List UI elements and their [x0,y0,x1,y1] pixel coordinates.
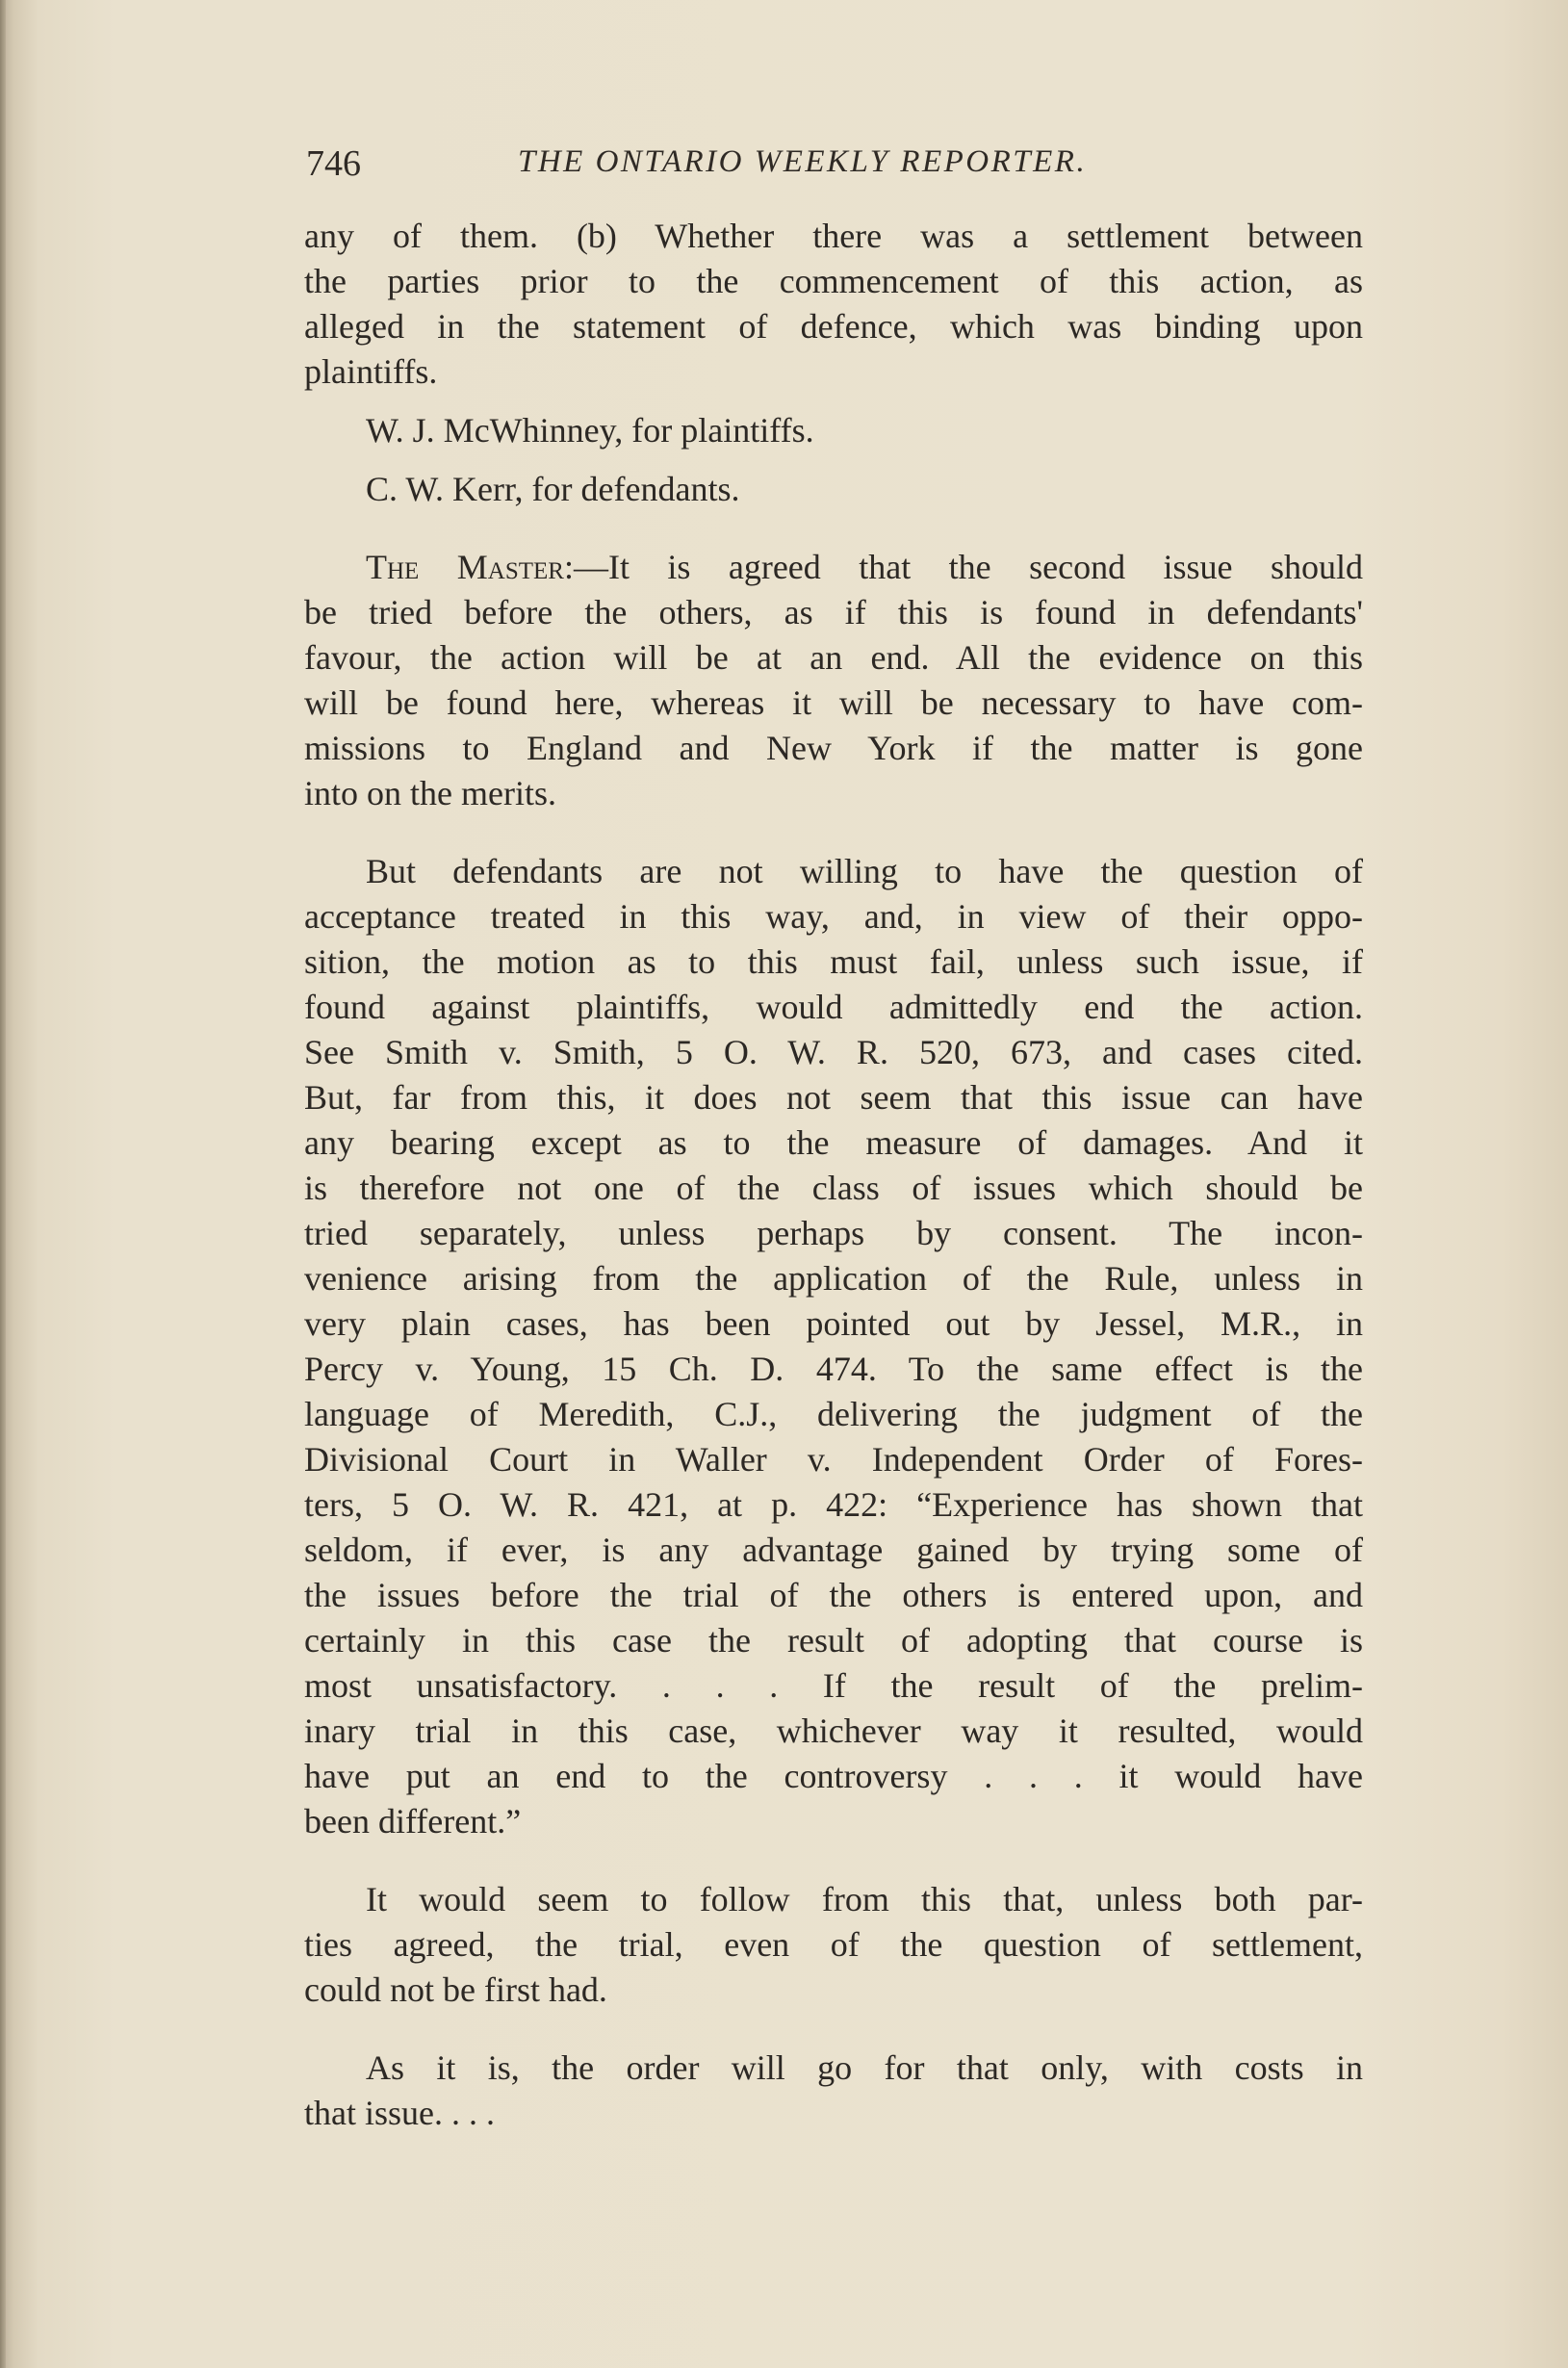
text-line: alleged in the statement of defence, which was binding upon [304,307,1363,346]
text-line: plaintiffs. [304,352,438,391]
counsel-plaintiffs: W. J. McWhinney, for plaintiffs. [366,411,814,450]
text-line: most unsatisfactory. . . . If the result of the prelim- [304,1666,1363,1705]
text-line: could not be first had. [304,1970,607,2009]
text-line: But defendants are not willing to have the question of [366,852,1363,890]
text-line: missions to England and New York if the matter is gone [304,729,1363,767]
text-line: that issue. . . . [304,2094,495,2132]
body-text [304,214,1363,2136]
text-line: very plain cases, has been pointed out by Jessel, M.R., in [304,1304,1363,1343]
text-line: into on the merits. [304,774,556,812]
text-line: be tried before the others, as if this is found in defendants' [304,593,1363,631]
text-line: found against plaintiffs, would admittedly end the action. [304,988,1363,1026]
text-line: have put an end to the controversy . . . it would have [304,1757,1363,1795]
text-line: any bearing except as to the measure of damages. And it [304,1123,1363,1162]
text-line: See Smith v. Smith, 5 O. W. R. 520, 673, and cases cited. [304,1033,1363,1071]
text-line: seldom, if ever, is any advantage gained by trying some of [304,1531,1363,1569]
text-line: is therefore not one of the class of issues which should be [304,1169,1363,1207]
judgment-paragraph-3 [304,1877,1363,2013]
text-line: venience arising from the application of the Rule, unless in [304,1259,1363,1298]
page-number: 746 [306,143,361,184]
text-line: But, far from this, it does not seem that this issue can have [304,1078,1363,1117]
text-line: acceptance treated in this way, and, in view of their oppo- [304,897,1363,936]
text-line: the parties prior to the commencement of this action, as [304,262,1363,300]
text-line: It would seem to follow from this that, unless both par- [366,1880,1363,1918]
counsel-defendants: C. W. Kerr, for defendants. [366,470,740,508]
text-line: any of them. (b) Whether there was a settlement between [304,217,1363,255]
text-line: been different.” [304,1802,522,1840]
judgment-paragraph-2 [304,849,1363,1844]
text-line: The Master:—It is agreed that the second issue should [366,548,1363,586]
text-line: ters, 5 O. W. R. 421, at p. 422: “Experience has shown that [304,1485,1363,1524]
text-line: certainly in this case the result of adopting that course is [304,1621,1363,1660]
text-line: sition, the motion as to this must fail, unless such issue, if [304,942,1363,981]
speaker-name: The Master [366,548,564,586]
text-line: will be found here, whereas it will be necessary to have com- [304,683,1363,722]
journal-title: THE ONTARIO WEEKLY REPORTER. [518,144,1088,179]
text-line: language of Meredith, C.J., delivering the judgment of the [304,1395,1363,1433]
text-line: the issues before the trial of the others is entered upon, and [304,1576,1363,1614]
judgment-paragraph-4 [304,2046,1363,2136]
text-line: As it is, the order will go for that only, with costs in [366,2048,1363,2087]
issue-paragraph [304,214,1363,395]
text-line: Percy v. Young, 15 Ch. D. 474. To the same effect is the [304,1350,1363,1388]
running-head [306,135,1365,193]
text-line: inary trial in this case, whichever way it resulted, would [304,1712,1363,1750]
text-line: ties agreed, the trial, even of the question of settlement, [304,1925,1363,1964]
text-line: tried separately, unless perhaps by consent. The incon- [304,1214,1363,1252]
text-line: Divisional Court in Waller v. Independent Order of Fores- [304,1440,1363,1479]
text-line: favour, the action will be at an end. All the evidence on this [304,638,1363,677]
judgment-paragraph-1 [304,545,1363,816]
